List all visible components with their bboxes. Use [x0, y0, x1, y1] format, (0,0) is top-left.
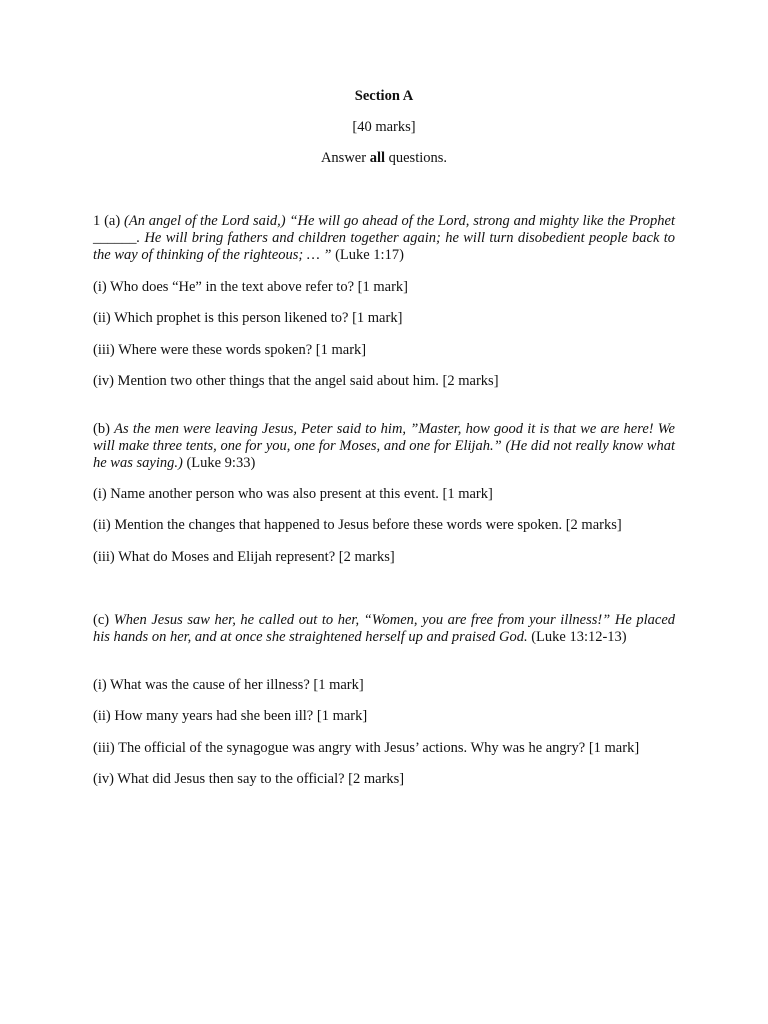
instruction-pre: Answer — [320, 150, 370, 166]
q1c-question-iii: (iii) The official of the synagogue was angry with Jesus’ actions. Why was he angry? [1 mark] — [93, 740, 640, 756]
q1b-question-iii: (iii) What do Moses and Elijah represent? [2 marks] — [93, 549, 395, 565]
q1b-question-i: (i) Name another person who was also present at this event. [1 mark] — [93, 486, 493, 502]
section-marks: [40 marks] — [352, 119, 416, 135]
q1a-question-iii: (iii) Where were these words spoken? [1 mark] — [93, 342, 367, 358]
instruction — [0, 150, 768, 167]
q1a-question-i: (i) Who does “He” in the text above refer to? [1 mark] — [93, 279, 408, 295]
q1b-question-ii: (ii) Mention the changes that happened to Jesus before these words were spoken. [2 marks] — [93, 517, 622, 533]
q1a-reference: (Luke 1:17) — [331, 247, 404, 263]
q1a-prefix: 1 (a) — [93, 213, 125, 229]
q1a-quote: (An angel of the Lord said,) “He will go ahead of the Lord, strong and mighty like the Prophet ______. He will bring fathers and children together again; he will turn disobedient people back to the way of thinking of the righteous; … ” — [93, 213, 675, 263]
instruction-bold: all — [369, 150, 385, 166]
q1c-reference: (Luke 13:12-13) — [527, 629, 627, 645]
q1c-quote: When Jesus saw her, he called out to her, “Women, you are free from your illness!” He placed his hands on her, and at once she straightened herself up and praised God. — [93, 612, 676, 645]
q1c-question-i: (i) What was the cause of her illness? [1 mark] — [93, 677, 364, 693]
q1a-question-ii: (ii) Which prophet is this person likened to? [1 mark] — [93, 310, 403, 326]
q1c-question-iv: (iv) What did Jesus then say to the official? [2 marks] — [93, 771, 405, 787]
q1c-question-ii: (ii) How many years had she been ill? [1 mark] — [93, 708, 368, 724]
q1c-passage — [93, 612, 675, 646]
instruction-post: questions. — [385, 150, 448, 166]
q1c-prefix: (c) — [93, 612, 114, 628]
section-title: Section A — [354, 88, 414, 104]
q1a-question-iv: (iv) Mention two other things that the angel said about him. [2 marks] — [93, 373, 499, 389]
q1b-passage — [93, 421, 675, 472]
q1b-reference: (Luke 9:33) — [182, 455, 256, 471]
q1b-quote: As the men were leaving Jesus, Peter said to him, ”Master, how good it is that we are here! We will make three tents, one for you, one for Moses, and one for Elijah.” (He did not really know what he was saying.) — [93, 421, 675, 471]
q1a-passage — [93, 213, 675, 264]
q1b-prefix: (b) — [93, 421, 115, 437]
